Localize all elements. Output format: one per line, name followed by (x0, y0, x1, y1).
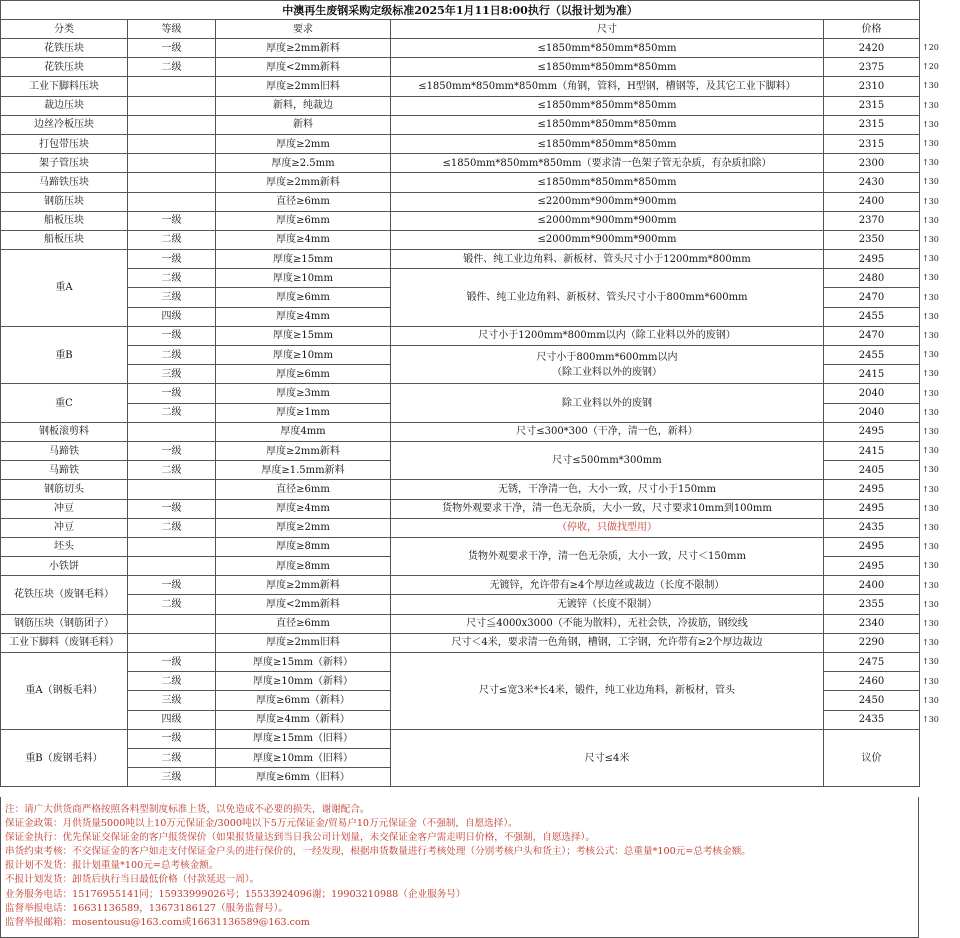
requirement-cell: 厚度≥2mm旧料 (216, 77, 391, 96)
price-change-indicator: ↑20 (922, 62, 939, 72)
grade-cell: 一级 (128, 384, 216, 403)
grade-cell: 三级 (128, 288, 216, 307)
price-change-indicator: ↑30 (922, 177, 939, 187)
size-cell: 尺寸＜4米，要求清一色角钢，槽钢，工字钢，允许带有≥2个厚边裁边 (391, 633, 824, 652)
price-cell: 2415 (824, 365, 920, 384)
grade-cell: 一级 (128, 250, 216, 269)
price-cell: 2480 (824, 269, 920, 288)
price-cell: 2370 (824, 211, 920, 230)
price-cell: 2495 (824, 422, 920, 441)
requirement-cell: 厚度≥2mm旧料 (216, 633, 391, 652)
category-cell: 裁边压块 (1, 96, 128, 115)
price-cell: 2355 (824, 595, 920, 614)
size-line: 尺寸小于800mm*600mm以内 (536, 351, 678, 363)
size-cell: ≤2200mm*900mm*900mm (391, 192, 824, 211)
price-cell: 2470 (824, 326, 920, 345)
note-line: 不报计划发货：卸货后执行当日最低价格（付款延迟一周）。 (5, 874, 260, 886)
size-cell: 锻件、纯工业边角料、新板材、管头尺寸小于800mm*600mm (391, 269, 824, 327)
category-cell: 船板压块 (1, 230, 128, 249)
table-row (1, 115, 920, 134)
size-cell: ≤1850mm*850mm*850mm（要求清一色架子管无杂质，有杂质扣除） (391, 154, 824, 173)
table-row (1, 154, 920, 173)
price-change-indicator: ↑30 (922, 619, 939, 628)
category-cell: 钢筋压块（钢筋团子） (1, 614, 128, 633)
table-row (1, 480, 920, 499)
size-cell: 尺寸≤宽3米*长4米，锻件，纯工业边角料，新板材，管头 (391, 653, 824, 730)
size-cell: ≤1850mm*850mm*850mm (391, 115, 824, 134)
size-cell: 尺寸小于1200mm*800mm以内（除工业料以外的废钢） (391, 326, 824, 345)
price-cell: 2415 (824, 441, 920, 460)
price-change-indicator: ↑30 (922, 196, 939, 206)
price-cell: 2340 (824, 614, 920, 633)
column-header: 价格 (824, 20, 920, 39)
price-change-indicator: ↑30 (922, 427, 939, 436)
price-change-indicator: ↑30 (922, 388, 939, 398)
grade-cell: 二级 (128, 346, 216, 365)
grade-cell (128, 633, 216, 652)
table-row (1, 346, 920, 365)
table-row (1, 173, 920, 192)
requirement-cell: 厚度≥6mm (216, 211, 391, 230)
category-cell: 工业下脚料（废钢毛料） (1, 633, 128, 652)
table-row (1, 58, 920, 77)
requirement-cell: 厚度≥10mm（新料） (216, 672, 391, 691)
category-cell: 钢筋切头 (1, 480, 128, 499)
requirement-cell: 厚度≥15mm（旧料） (216, 729, 391, 748)
table-row (1, 230, 920, 249)
requirement-cell: 直径≥6mm (216, 480, 391, 499)
grade-cell: 一级 (128, 576, 216, 595)
size-cell: ≤1850mm*850mm*850mm (391, 58, 824, 77)
category-cell: 冲豆 (1, 518, 128, 537)
table-row (1, 422, 920, 441)
price-cell: 2315 (824, 134, 920, 153)
category-cell: 坯头 (1, 537, 128, 556)
table-row (1, 39, 920, 58)
size-cell (391, 346, 824, 384)
grade-cell: 二级 (128, 595, 216, 614)
note-line: 串货约束考核：不交保证金的客户如走支付保证金户头的进行保价的，一经发现，根据串货数量进行考核处理（分别考核户头和货主）；考核公式：总重量*100元=总考核金额。 (5, 846, 751, 858)
size-cell: 无锈，干净清一色，大小一致，尺寸小于150mm (391, 480, 824, 499)
price-cell: 2300 (824, 154, 920, 173)
price-change-indicator: ↑30 (922, 715, 939, 724)
price-change-indicator: ↑30 (922, 254, 939, 264)
price-change-indicator: ↑30 (922, 503, 939, 513)
grade-cell: 三级 (128, 365, 216, 384)
price-change-indicator: ↑30 (922, 542, 939, 552)
size-cell: 尺寸≤500mm*300mm (391, 441, 824, 479)
price-change-indicator: ↑30 (922, 599, 939, 609)
grade-cell: 一级 (128, 211, 216, 230)
size-cell: 锻件、纯工业边角料、新板材、管头尺寸小于1200mm*800mm (391, 250, 824, 269)
table-row (1, 653, 920, 672)
requirement-cell: 直径≥6mm (216, 614, 391, 633)
requirement-cell: 厚度≥4mm (216, 230, 391, 249)
category-cell: 重A (1, 250, 128, 327)
category-cell: 钢板滚剪料 (1, 422, 128, 441)
size-cell: ≤1850mm*850mm*850mm (391, 96, 824, 115)
category-cell: 小铁饼 (1, 557, 128, 576)
size-line: （除工业料以外的废钢） (552, 366, 662, 378)
price-change-indicator: ↑30 (922, 657, 939, 667)
category-cell: 花铁压块（废钢毛料） (1, 576, 128, 614)
size-cell: （停收，只做找型用） (391, 518, 824, 537)
note-line: 业务服务电话：15176955141同；15933999026号；15533924096谢；19903210988（企业服务号） (5, 888, 466, 900)
price-cell: 2455 (824, 307, 920, 326)
price-cell: 2470 (824, 288, 920, 307)
category-cell: 工业下脚料压块 (1, 77, 128, 96)
price-cell: 议价 (824, 729, 920, 787)
price-cell: 2375 (824, 58, 920, 77)
note-line: 监督举报电话：16631136589，13673186127（服务监督号）。 (5, 902, 288, 914)
price-cell: 2455 (824, 346, 920, 365)
price-cell: 2435 (824, 710, 920, 729)
price-change-indicator: ↑30 (922, 446, 939, 456)
price-cell: 2475 (824, 653, 920, 672)
price-cell: 2495 (824, 537, 920, 556)
table-row (1, 614, 920, 633)
table-row (1, 518, 920, 537)
table-row (1, 595, 920, 614)
price-change-indicator: ↑30 (922, 350, 939, 360)
price-cell: 2290 (824, 633, 920, 652)
size-cell: 货物外观要求干净，清一色无杂质，大小一致，尺寸＜150mm (391, 537, 824, 575)
note-line: 保证金执行：优先保证交保证金的客户报货保价（如果报货量达到当日我公司计划量，未交保证金客户需走明日价格，不强制，自愿选择）。 (5, 832, 596, 844)
column-header: 分类 (1, 20, 128, 39)
requirement-cell: 厚度≥10mm（旧料） (216, 748, 391, 767)
size-cell: 尺寸≤4米 (391, 729, 824, 787)
column-header: 等级 (128, 20, 216, 39)
price-change-indicator: ↑30 (922, 100, 939, 110)
grade-cell: 二级 (128, 230, 216, 249)
grade-cell: 一级 (128, 39, 216, 58)
requirement-cell: 新料 (216, 115, 391, 134)
requirement-cell: 厚度≥6mm（新料） (216, 691, 391, 710)
size-cell: ≤1850mm*850mm*850mm (391, 134, 824, 153)
note-line: 保证金政策：月供货量5000吨以上10万元保证金/3000吨以下5万元保证金/贸易户10万元保证金（不强制，自愿选择）。 (5, 818, 518, 830)
category-cell: 冲豆 (1, 499, 128, 518)
size-cell: 尺寸≤300*300（干净，清一色，新料） (391, 422, 824, 441)
price-change-indicator: ↑30 (922, 523, 939, 532)
price-cell: 2310 (824, 77, 920, 96)
table-row (1, 326, 920, 345)
note-line: 注：请广大供货商严格按照各料型制度标准上货，以免造成不必要的损失，谢谢配合。 (5, 804, 370, 815)
requirement-cell: 厚度≥8mm (216, 537, 391, 556)
grade-cell: 二级 (128, 403, 216, 422)
size-cell: ≤2000mm*900mm*900mm (391, 230, 824, 249)
requirement-cell: 厚度≥6mm (216, 365, 391, 384)
price-cell: 2400 (824, 192, 920, 211)
note-line: 监督举报邮箱：mosentousu@163.com或16631136589@163.com (5, 916, 310, 928)
grade-cell (128, 77, 216, 96)
size-cell: 除工业料以外的废钢 (391, 384, 824, 422)
grade-cell (128, 154, 216, 173)
category-cell: 重B (1, 326, 128, 384)
requirement-cell: 厚度≥10mm (216, 269, 391, 288)
grade-cell: 三级 (128, 768, 216, 787)
size-cell: 尺寸≦4000x3000（不能为散料），无社会铁，冷拔筋，钢绞线 (391, 614, 824, 633)
grade-cell (128, 134, 216, 153)
grade-cell (128, 96, 216, 115)
table-row (1, 77, 920, 96)
price-change-indicator: ↑30 (922, 580, 939, 590)
grade-cell: 二级 (128, 748, 216, 767)
price-change-indicator: ↑30 (922, 139, 939, 148)
requirement-cell: 厚度≥8mm (216, 557, 391, 576)
requirement-cell: 厚度≥4mm (216, 499, 391, 518)
category-cell: 打包带压块 (1, 134, 128, 153)
price-change-indicator: ↑30 (922, 331, 939, 340)
table-row (1, 211, 920, 230)
category-cell: 架子管压块 (1, 154, 128, 173)
requirement-cell: 厚度<2mm新料 (216, 595, 391, 614)
requirement-cell: 厚度≥6mm (216, 288, 391, 307)
requirement-cell: 厚度≥4mm (216, 307, 391, 326)
price-cell: 2495 (824, 250, 920, 269)
price-change-indicator: ↑30 (922, 676, 939, 686)
requirement-cell: 厚度≥2mm新料 (216, 441, 391, 460)
price-change-indicator: ↑20 (922, 43, 939, 52)
notes-section (0, 797, 919, 938)
column-header: 要求 (216, 20, 391, 39)
grade-cell: 二级 (128, 269, 216, 288)
grade-cell: 四级 (128, 307, 216, 326)
price-cell: 2450 (824, 691, 920, 710)
price-cell: 2495 (824, 480, 920, 499)
price-cell: 2350 (824, 230, 920, 249)
requirement-cell: 厚度≥2mm (216, 134, 391, 153)
requirement-cell: 厚度<2mm新料 (216, 58, 391, 77)
table-row (1, 250, 920, 269)
table-row (1, 134, 920, 153)
price-change-indicator: ↑30 (922, 311, 939, 321)
category-cell: 马蹄铁 (1, 461, 128, 480)
sheet-title: 中澳再生废钢采购定级标准2025年1月11日8:00执行（以报计划为准） (1, 1, 920, 20)
price-cell: 2040 (824, 384, 920, 403)
requirement-cell: 厚度≥15mm (216, 250, 391, 269)
table-row (1, 633, 920, 652)
price-cell: 2315 (824, 96, 920, 115)
price-cell: 2435 (824, 518, 920, 537)
grade-cell (128, 173, 216, 192)
requirement-cell: 厚度≥1.5mm新料 (216, 461, 391, 480)
table-row (1, 729, 920, 748)
table-row (1, 192, 920, 211)
category-cell: 马蹄铁 (1, 441, 128, 460)
price-change-indicator: ↑30 (922, 158, 939, 168)
grade-cell: 一级 (128, 653, 216, 672)
size-cell: 无镀锌，允许带有≥4个厚边丝或裁边（长度不限制） (391, 576, 824, 595)
title-row (1, 1, 920, 20)
grade-cell: 二级 (128, 672, 216, 691)
price-change-indicator: ↑30 (922, 119, 939, 129)
requirement-cell: 厚度≥15mm（新料） (216, 653, 391, 672)
table-row (1, 96, 920, 115)
grade-cell: 四级 (128, 710, 216, 729)
column-header: 尺寸 (391, 20, 824, 39)
price-cell: 2315 (824, 115, 920, 134)
grade-cell (128, 115, 216, 134)
size-cell: ≤2000mm*900mm*900mm (391, 211, 824, 230)
grade-cell: 一级 (128, 729, 216, 748)
category-cell: 花铁压块 (1, 58, 128, 77)
category-cell: 花铁压块 (1, 39, 128, 58)
price-cell: 2460 (824, 672, 920, 691)
category-cell: 船板压块 (1, 211, 128, 230)
price-change-indicator: ↑30 (922, 369, 939, 379)
table-row (1, 441, 920, 460)
grade-cell: 二级 (128, 58, 216, 77)
requirement-cell: 厚度≥3mm (216, 384, 391, 403)
table-row (1, 537, 920, 556)
price-change-indicator: ↑30 (922, 273, 939, 283)
category-cell: 钢筋压块 (1, 192, 128, 211)
price-cell: 2400 (824, 576, 920, 595)
price-change-indicator: ↑30 (922, 407, 939, 417)
price-change-indicator: ↑30 (922, 561, 939, 571)
size-cell: 货物外观要求干净，清一色无杂质，大小一致，尺寸要求10mm到100mm (391, 499, 824, 518)
grade-cell: 一级 (128, 326, 216, 345)
requirement-cell: 厚度≥2mm新料 (216, 576, 391, 595)
category-cell: 重B（废钢毛料） (1, 729, 128, 787)
grade-cell (128, 422, 216, 441)
price-change-indicator: ↑30 (922, 235, 939, 244)
price-change-indicator: ↑30 (922, 484, 939, 494)
table-row (1, 499, 920, 518)
requirement-cell: 直径≥6mm (216, 192, 391, 211)
grade-cell: 二级 (128, 461, 216, 480)
grade-cell: 一级 (128, 441, 216, 460)
category-cell: 重C (1, 384, 128, 422)
grade-cell (128, 557, 216, 576)
requirement-cell: 厚度≥2.5mm (216, 154, 391, 173)
grade-cell: 一级 (128, 499, 216, 518)
size-cell: 无镀锌（长度不限制） (391, 595, 824, 614)
price-cell: 2495 (824, 499, 920, 518)
size-cell: ≤1850mm*850mm*850mm（角钢，管料，H型钢，槽钢等，及其它工业下脚料） (391, 77, 824, 96)
requirement-cell: 厚度≥1mm (216, 403, 391, 422)
category-cell: 边丝冷板压块 (1, 115, 128, 134)
category-cell: 马蹄铁压块 (1, 173, 128, 192)
price-change-indicator: ↑30 (922, 215, 939, 225)
price-change-indicator: ↑30 (922, 81, 939, 91)
grade-cell: 三级 (128, 691, 216, 710)
price-change-indicator: ↑30 (922, 292, 939, 302)
price-cell: 2405 (824, 461, 920, 480)
table-row (1, 576, 920, 595)
requirement-cell: 厚度≥10mm (216, 346, 391, 365)
requirement-cell: 厚度≥2mm新料 (216, 39, 391, 58)
size-cell: ≤1850mm*850mm*850mm (391, 39, 824, 58)
note-line: 报计划不发货：报计划重量*100元=总考核金额。 (5, 860, 219, 872)
grade-cell: 二级 (128, 518, 216, 537)
requirement-cell: 厚度4mm (216, 422, 391, 441)
price-cell: 2430 (824, 173, 920, 192)
requirement-cell: 厚度≥4mm（新料） (216, 710, 391, 729)
grade-cell (128, 614, 216, 633)
size-cell: ≤1850mm*850mm*850mm (391, 173, 824, 192)
price-change-indicator: ↑30 (922, 638, 939, 648)
grade-cell (128, 480, 216, 499)
price-change-indicator: ↑30 (922, 465, 939, 475)
requirement-cell: 厚度≥2mm (216, 518, 391, 537)
price-cell: 2495 (824, 557, 920, 576)
header-row (1, 20, 920, 39)
category-cell: 重A（钢板毛料） (1, 653, 128, 730)
grade-cell (128, 537, 216, 556)
table-row (1, 384, 920, 403)
requirement-cell: 新料，纯裁边 (216, 96, 391, 115)
table-row (1, 269, 920, 288)
price-cell: 2040 (824, 403, 920, 422)
grade-cell (128, 192, 216, 211)
requirement-cell: 厚度≥2mm新料 (216, 173, 391, 192)
price-change-indicator: ↑30 (922, 695, 939, 705)
requirement-cell: 厚度≥6mm（旧料） (216, 768, 391, 787)
requirement-cell: 厚度≥15mm (216, 326, 391, 345)
price-cell: 2420 (824, 39, 920, 58)
